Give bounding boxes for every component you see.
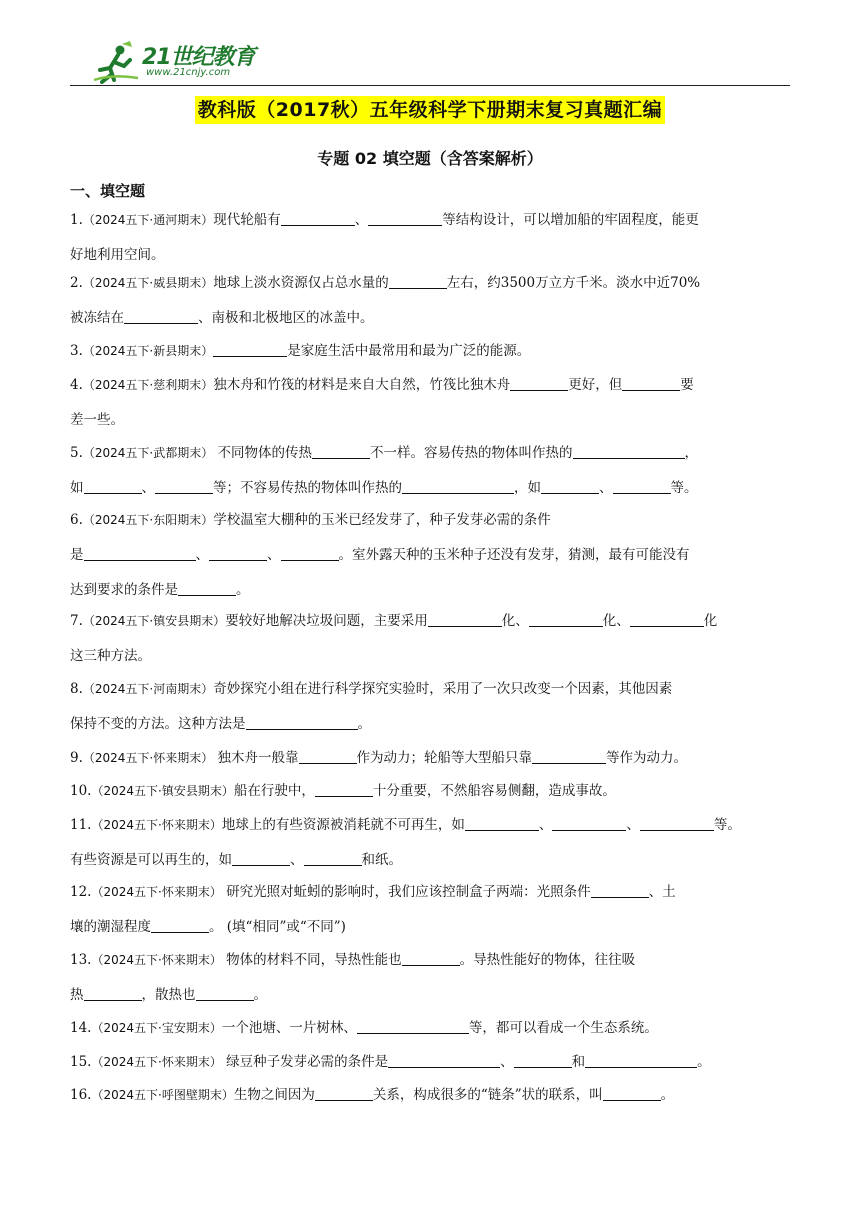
logo [92, 40, 262, 86]
question-6: 6.（2024五下·东阳期末）学校温室大棚种的玉米已经发芽了，种子发芽必需的条件 是 、 、 。室外露天种的玉米种子还没有发芽，猜测，最有可能没有 达到要求的条件是 。 [70, 512, 690, 598]
answer-blank[interactable] [552, 817, 626, 832]
answer-blank[interactable] [178, 582, 236, 597]
question-4: 4.（2024五下·慈利期末）独木舟和竹筏的材料是来自大自然，竹筏比独木舟 更好，但 要 差一些。 [70, 377, 694, 428]
answer-blank[interactable] [640, 817, 714, 832]
answer-blank[interactable] [246, 716, 358, 731]
answer-blank[interactable] [209, 547, 267, 562]
answer-blank[interactable] [281, 547, 339, 562]
answer-blank[interactable] [389, 275, 447, 290]
answer-blank[interactable] [428, 613, 502, 628]
answer-blank[interactable] [541, 480, 599, 495]
question-15: 15.（2024五下·怀来期末） 绿豆种子发芽必需的条件是 、 和 。 [70, 1054, 711, 1070]
answer-blank[interactable] [315, 783, 373, 798]
document-subtitle: 专题 02 填空题（含答案解析） [317, 149, 543, 168]
answer-blank[interactable] [213, 343, 287, 358]
answer-blank[interactable] [315, 1087, 373, 1102]
question-16: 16.（2024五下·呼图壁期末）生物之间因为 关系，构成很多的“链条”状的联系，叫 。 [70, 1087, 675, 1103]
answer-blank[interactable] [465, 817, 539, 832]
question-5: 5.（2024五下·武都期末） 不同物体的传热 不一样。容易传热的物体叫作热的 ， 如 、 等；不容易传热的物体叫作热的 ，如 、 等。 [70, 445, 699, 496]
logo-url: www.21cnjy.com [146, 67, 231, 78]
question-10: 10.（2024五下·镇安县期末）船在行驶中， 十分重要，不然船容易侧翻，造成事故。 [70, 783, 616, 799]
answer-blank[interactable] [196, 987, 254, 1002]
answer-blank[interactable] [573, 445, 685, 460]
question-11: 11.（2024五下·怀来期末）地球上的有些资源被消耗就不可再生，如 、 、 等。 有些资源是可以再生的，如 、 和纸。 [70, 817, 741, 868]
answer-blank[interactable] [312, 445, 370, 460]
document-title: 教科版（2017秋）五年级科学下册期末复习真题汇编 [195, 96, 665, 124]
section-heading: 一、填空题 [70, 182, 146, 200]
answer-blank[interactable] [304, 852, 362, 867]
answer-blank[interactable] [84, 987, 142, 1002]
answer-blank[interactable] [630, 613, 704, 628]
answer-blank[interactable] [532, 750, 606, 765]
answer-blank[interactable] [388, 1054, 500, 1069]
answer-blank[interactable] [299, 750, 357, 765]
question-3: 3.（2024五下·新县期末） 是家庭生活中最常用和最为广泛的能源。 [70, 343, 531, 359]
answer-blank[interactable] [591, 884, 649, 899]
answer-blank[interactable] [151, 919, 209, 934]
answer-blank[interactable] [368, 212, 442, 227]
answer-blank[interactable] [603, 1087, 661, 1102]
question-13: 13.（2024五下·怀来期末） 物体的材料不同，导热性能也 。导热性能好的物体，往往吸 热 ，散热也 。 [70, 952, 636, 1003]
answer-blank[interactable] [357, 1020, 469, 1035]
answer-blank[interactable] [514, 1054, 572, 1069]
answer-blank[interactable] [529, 613, 603, 628]
answer-blank[interactable] [232, 852, 290, 867]
answer-blank[interactable] [585, 1054, 697, 1069]
answer-blank[interactable] [155, 480, 213, 495]
answer-blank[interactable] [402, 480, 514, 495]
answer-blank[interactable] [281, 212, 355, 227]
question-9: 9.（2024五下·怀来期末） 独木舟一般靠 作为动力；轮船等大型船只靠 等作为动力。 [70, 750, 688, 766]
question-2: 2.（2024五下·威县期末）地球上淡水资源仅占总水量的 左右，约3500万立方千米。淡水中近70% 被冻结在 、南极和北极地区的冰盖中。 [70, 275, 701, 326]
question-14: 14.（2024五下·宝安期末）一个池塘、一片树林、 等，都可以看成一个生态系统。 [70, 1020, 658, 1036]
header-divider [70, 85, 790, 86]
question-7: 7.（2024五下·镇安县期末）要较好地解决垃圾问题，主要采用 化、 化、 化 这三种方法。 [70, 613, 718, 664]
answer-blank[interactable] [402, 952, 460, 967]
question-12: 12.（2024五下·怀来期末） 研究光照对蚯蚓的影响时，我们应该控制盒子两端：光照条件 、土 壤的潮湿程度 。 (填“相同”或“不同”) [70, 884, 676, 935]
answer-blank[interactable] [613, 480, 671, 495]
question-8: 8.（2024五下·河南期末）奇妙探究小组在进行科学探究实验时，采用了一次只改变一个因素，其他因素 保持不变的方法。这种方法是 。 [70, 681, 673, 732]
answer-blank[interactable] [510, 377, 568, 392]
answer-blank[interactable] [84, 480, 142, 495]
answer-blank[interactable] [84, 547, 196, 562]
answer-blank[interactable] [622, 377, 680, 392]
runner-logo-icon [92, 40, 144, 84]
question-1: 1.（2024五下·通河期末）现代轮船有 、 等结构设计，可以增加船的牢固程度，能更 好地利用空间。 [70, 212, 699, 263]
logo-brand: 21世纪教育 [142, 45, 255, 70]
answer-blank[interactable] [124, 310, 198, 325]
